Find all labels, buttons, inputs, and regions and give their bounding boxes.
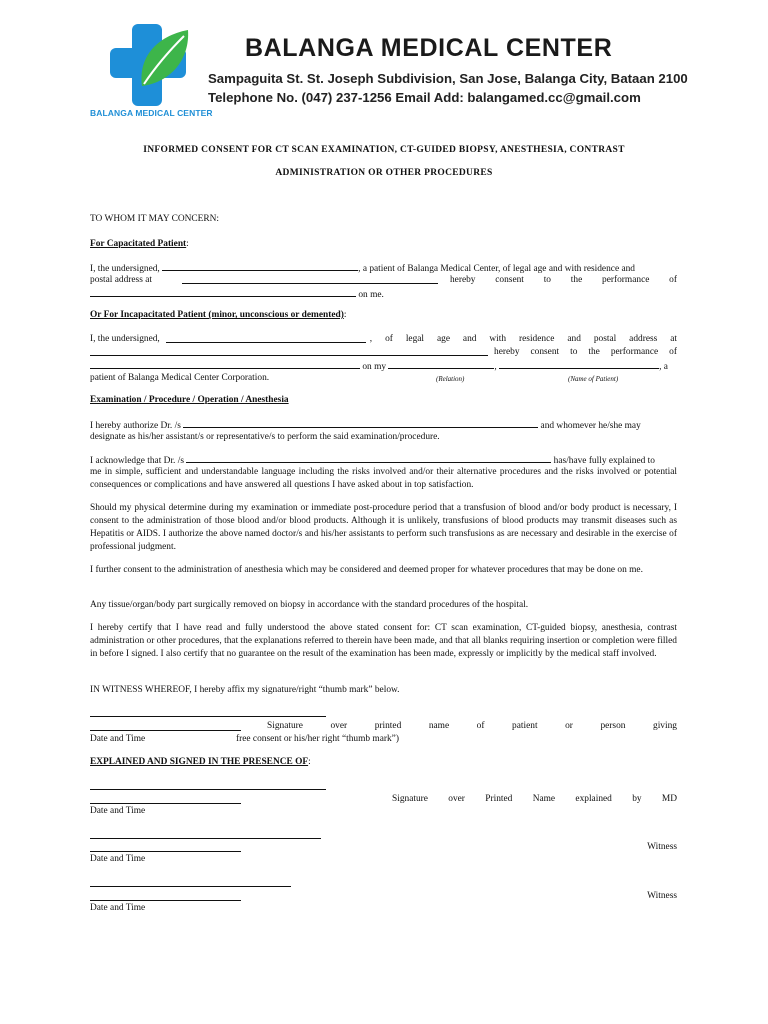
salutation: TO WHOM IT MAY CONCERN: [90,214,220,224]
incap-l3a: on my [360,362,389,372]
md-word: by [632,794,642,804]
sig-word: or [565,721,573,731]
relation-blank[interactable] [388,359,494,369]
examination-heading: Examination / Procedure / Operation / Anesthesia [90,395,289,405]
witness2-date-label: Date and Time [90,903,146,913]
patient-signature-caption-2: free consent or his/her right “thumb mark”) [236,734,399,744]
witness1-label: Witness [647,842,677,852]
hospital-logo [108,22,193,108]
presence-colon: : [308,757,311,767]
incap-procedure-blank[interactable] [90,359,360,369]
sig-word: name [428,721,450,731]
cap-name-blank[interactable] [162,261,358,271]
incap-l4: patient of Balanga Medical Center Corporation. [90,373,270,383]
witness2-signature-line[interactable] [90,886,291,887]
sig-word: printed [374,721,402,731]
md-date-label: Date and Time [90,806,146,816]
incapacitated-line-2 [90,346,677,359]
tissue-paragraph: Any tissue/organ/body part surgically removed on biopsy in accordance with the standard procedures of the hospital. [90,600,529,610]
cap-l2b: hereby consent to the performance of [449,275,677,285]
patient-name-blank[interactable] [499,359,659,369]
incap-l1b: , of legal age and with residence and postal address at [369,334,677,344]
sig-word: person [600,721,626,731]
patient-signature-caption [267,720,677,733]
sig-word: over [330,721,348,731]
patient-signature-line[interactable] [90,716,326,717]
cap-l3b: on me. [356,290,384,300]
incapacitated-heading [90,309,677,322]
md-word: explained [575,794,612,804]
incap-l2b: hereby consent to the performance of [494,347,677,357]
patient-date-line[interactable] [90,730,241,731]
logo-caption: BALANGA MEDICAL CENTER [90,108,213,118]
incap-l3b: , [494,362,500,372]
acknowledge-doctor-blank[interactable] [186,453,551,463]
cap-l1a: I, the undersigned, [90,264,163,274]
md-word: Signature [392,794,428,804]
hospital-contact: Telephone No. (047) 237-1256 Email Add: balangamed.cc@gmail.com [208,90,641,105]
form-title-line1: INFORMED CONSENT FOR CT SCAN EXAMINATION, CT-GUIDED BIOPSY, ANESTHESIA, CONTRAST [143,145,625,155]
incapacitated-line-1 [90,333,677,346]
witness1-signature-line[interactable] [90,838,321,839]
authorize-a: I hereby authorize Dr. /s [90,421,184,431]
acknowledge-text: me in simple, sufficient and understandable language including the risks involved and/or their alternative procedures and the risks involved or potential consequences or complications and have answered all questions I have asked about in top satisfaction. [90,467,677,490]
incap-l3c: , a [659,362,668,372]
sig-word: giving [653,721,677,731]
capacitated-line-3 [90,287,677,302]
certify-paragraph: I hereby certify that I have read and fully understood the above stated consent for: CT scan examination, CT-guided biopsy, anesthesia, contrast administration or other procedures, that the explanations referred to therein have been made, and that all blanks requiring insertion or completion were filled in before I signed. I also certify that no guarantee on the result of the examination has been made, expressly or implicitly by the medical staff involved. [90,623,677,659]
name-of-patient-label: (Name of Patient) [568,375,619,383]
witness2-label: Witness [647,891,677,901]
md-word: Name [532,794,556,804]
incap-colon: : [343,310,347,320]
md-word: over [448,794,465,804]
sig-word: Signature [267,721,303,731]
witness1-date-label: Date and Time [90,854,146,864]
capacitated-heading-text: For Capacitated Patient [90,239,187,249]
witness-whereof: IN WITNESS WHEREOF, I hereby affix my signature/right “thumb mark” below. [90,685,400,695]
authorize-line-2: designate as his/her assistant/s or representative/s to perform the said examination/procedure. [90,432,440,442]
presence-heading-text: EXPLAINED AND SIGNED IN THE PRESENCE OF [90,757,309,767]
presence-heading [90,756,677,769]
incapacitated-heading-text: Or For Incapacitated Patient (minor, unconscious or demented) [90,310,344,320]
hospital-address: Sampaguita St. St. Joseph Subdivision, San Jose, Balanga City, Bataan 2100 [208,71,688,86]
md-signature-line[interactable] [90,789,326,790]
capacitated-colon: : [186,239,189,249]
capacitated-line-2 [90,274,677,287]
patient-date-label: Date and Time [90,734,146,744]
incap-name-blank[interactable] [166,333,366,343]
cap-l1b: , a patient of Balanga Medical Center, of legal age and with residence and [358,264,635,274]
anesthesia-paragraph: I further consent to the administration of anesthesia which may be considered and deemed proper for whatever procedures that may be done on me. [90,565,643,575]
md-word: Printed [485,794,513,804]
incap-l1a: I, the undersigned, [90,334,160,344]
sig-word: of [476,721,485,731]
cap-l2a: postal address at [90,275,152,285]
authorize-doctor-blank[interactable] [183,418,538,428]
acknowledge-b: has/have fully explained to [551,456,655,466]
authorize-b: and whomever he/she may [538,421,641,431]
incap-address-blank[interactable] [90,346,488,356]
capacitated-heading [90,238,677,251]
sig-word: patient [512,721,538,731]
cap-address-blank[interactable] [182,274,438,284]
medical-cross-leaf-icon [108,22,193,108]
blood-paragraph: Should my physical determine during my examination or immediate post-procedure period that a transfusion of blood and/or body product is necessary, I consent to the administration of those blood and/or blood products. Although it is unlikely, transfusions of blood products may transmit diseases such as Hepatitis or AIDS. I authorize the above named doctor/s and his/her assistants to perform such transfusions as are necessary and desirable in the exercise of professional judgment. [90,503,677,552]
acknowledge-a: I acknowledge that Dr. /s [90,456,187,466]
hospital-name: BALANGA MEDICAL CENTER [245,34,613,62]
relation-label: (Relation) [436,375,465,383]
form-title-line2: ADMINISTRATION OR OTHER PROCEDURES [275,168,493,178]
md-word: MD [661,794,677,804]
md-date-line[interactable] [90,803,241,804]
cap-procedure-blank[interactable] [90,287,356,297]
